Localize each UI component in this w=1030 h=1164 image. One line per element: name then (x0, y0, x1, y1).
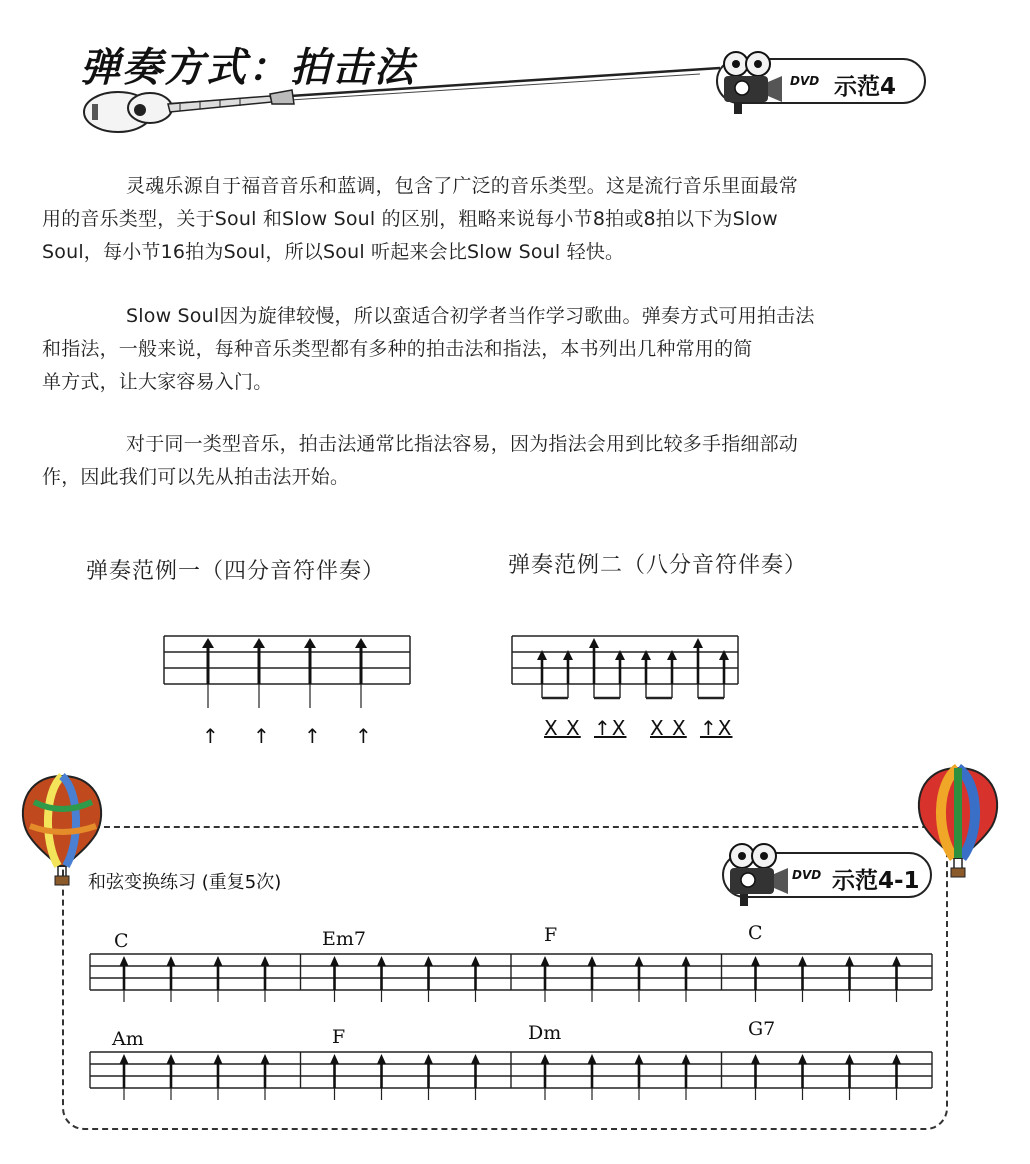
chord-practice-staves (86, 946, 946, 1126)
up-strum-arrow-icon (682, 1054, 691, 1088)
strum-symbol-4: ↑ (355, 724, 373, 748)
up-strum-arrow-icon (541, 1054, 550, 1088)
practice-title: 和弦变换练习 (重复5次) (88, 872, 282, 893)
page-title: 弹奏方式：拍击法 (80, 45, 416, 91)
up-strum-arrow-icon (667, 650, 677, 684)
film-camera-icon (720, 842, 800, 908)
paragraph-2: Slow Soul因为旋律较慢，所以蛮适合初学者当作学习歌曲。弹奏方式可用拍击法 和指法，一般来说，每种音乐类型都有多种的拍击法和指法，本书列出几种常用的简 单方式，让大家容易入门。 (42, 305, 815, 393)
up-strum-arrow-icon (377, 956, 386, 990)
up-strum-arrow-icon (202, 638, 214, 684)
paragraph-1: 灵魂乐源自于福音音乐和蓝调，包含了广泛的音乐类型。这是流行音乐里面最常 用的音乐类型，关于Soul 和Slow Soul 的区别，粗略来说每小节8拍或8拍以下为Slow Soul，每小节16拍为Soul，所以Soul 听起来会比Slow Soul 轻快。 (42, 175, 799, 263)
strum-label-2: ↑X (594, 716, 627, 740)
up-strum-arrow-icon (167, 1054, 176, 1088)
up-strum-arrow-icon (214, 956, 223, 990)
up-strum-arrow-icon (892, 1054, 901, 1088)
up-strum-arrow-icon (424, 956, 433, 990)
up-strum-arrow-icon (751, 956, 760, 990)
up-strum-arrow-icon (615, 650, 625, 684)
demo-label: 示范4 (834, 74, 897, 100)
up-strum-arrow-icon (635, 1054, 644, 1088)
up-strum-arrow-icon (261, 1054, 270, 1088)
example-2-title: 弹奏范例二（八分音符伴奏） (508, 553, 808, 578)
up-strum-arrow-icon (304, 638, 316, 684)
film-camera-icon (714, 50, 794, 116)
up-strum-arrow-icon (120, 1054, 129, 1088)
up-strum-arrow-icon (798, 1054, 807, 1088)
ukulele-icon (84, 90, 294, 132)
up-strum-arrow-icon (330, 1054, 339, 1088)
up-strum-arrow-icon (377, 1054, 386, 1088)
up-strum-arrow-icon (588, 1054, 597, 1088)
strum-symbol-2: ↑ (253, 724, 271, 748)
up-strum-arrow-icon (845, 956, 854, 990)
up-strum-arrow-icon (751, 1054, 760, 1088)
chord-label: Am (112, 1028, 144, 1050)
up-strum-arrow-icon (253, 638, 265, 684)
chord-label: C (114, 930, 129, 952)
up-strum-arrow-icon (541, 956, 550, 990)
example-1-strum-staff (160, 626, 420, 766)
paragraph-3: 对于同一类型音乐，拍击法通常比指法容易，因为指法会用到比较多手指细部动 作，因此我们可以先从拍击法开始。 (42, 433, 799, 488)
chord-label: C (748, 922, 763, 944)
up-strum-arrow-icon (635, 956, 644, 990)
up-strum-arrow-icon (798, 956, 807, 990)
up-strum-arrow-icon (424, 1054, 433, 1088)
dvd-label: DVD (792, 868, 822, 882)
demo-label: 示范4-1 (832, 868, 920, 894)
up-strum-arrow-icon (693, 638, 703, 684)
strum-symbol-1: ↑ (202, 724, 220, 748)
example-1-title: 弹奏范例一（四分音符伴奏） (86, 559, 386, 584)
up-strum-arrow-icon (471, 956, 480, 990)
strum-label-4: ↑X (700, 716, 733, 740)
chord-label: G7 (748, 1018, 776, 1040)
up-strum-arrow-icon (719, 650, 729, 684)
up-strum-arrow-icon (471, 1054, 480, 1088)
up-strum-arrow-icon (682, 956, 691, 990)
up-strum-arrow-icon (537, 650, 547, 684)
up-strum-arrow-icon (845, 1054, 854, 1088)
strum-label-3: X X (650, 716, 687, 740)
up-strum-arrow-icon (641, 650, 651, 684)
strum-symbol-3: ↑ (304, 724, 322, 748)
up-strum-arrow-icon (261, 956, 270, 990)
up-strum-arrow-icon (120, 956, 129, 990)
up-strum-arrow-icon (563, 650, 573, 684)
dvd-label: DVD (790, 74, 820, 88)
up-strum-arrow-icon (355, 638, 367, 684)
up-strum-arrow-icon (214, 1054, 223, 1088)
demo-badge[interactable] (716, 58, 926, 104)
chord-label: Dm (528, 1022, 562, 1044)
up-strum-arrow-icon (589, 638, 599, 684)
strum-label-1: X X (544, 716, 581, 740)
chord-label: F (544, 924, 558, 946)
chord-label: F (332, 1026, 346, 1048)
up-strum-arrow-icon (892, 956, 901, 990)
practice-demo-badge[interactable] (722, 852, 932, 898)
up-strum-arrow-icon (167, 956, 176, 990)
up-strum-arrow-icon (330, 956, 339, 990)
chord-label: Em7 (322, 928, 366, 950)
up-strum-arrow-icon (588, 956, 597, 990)
